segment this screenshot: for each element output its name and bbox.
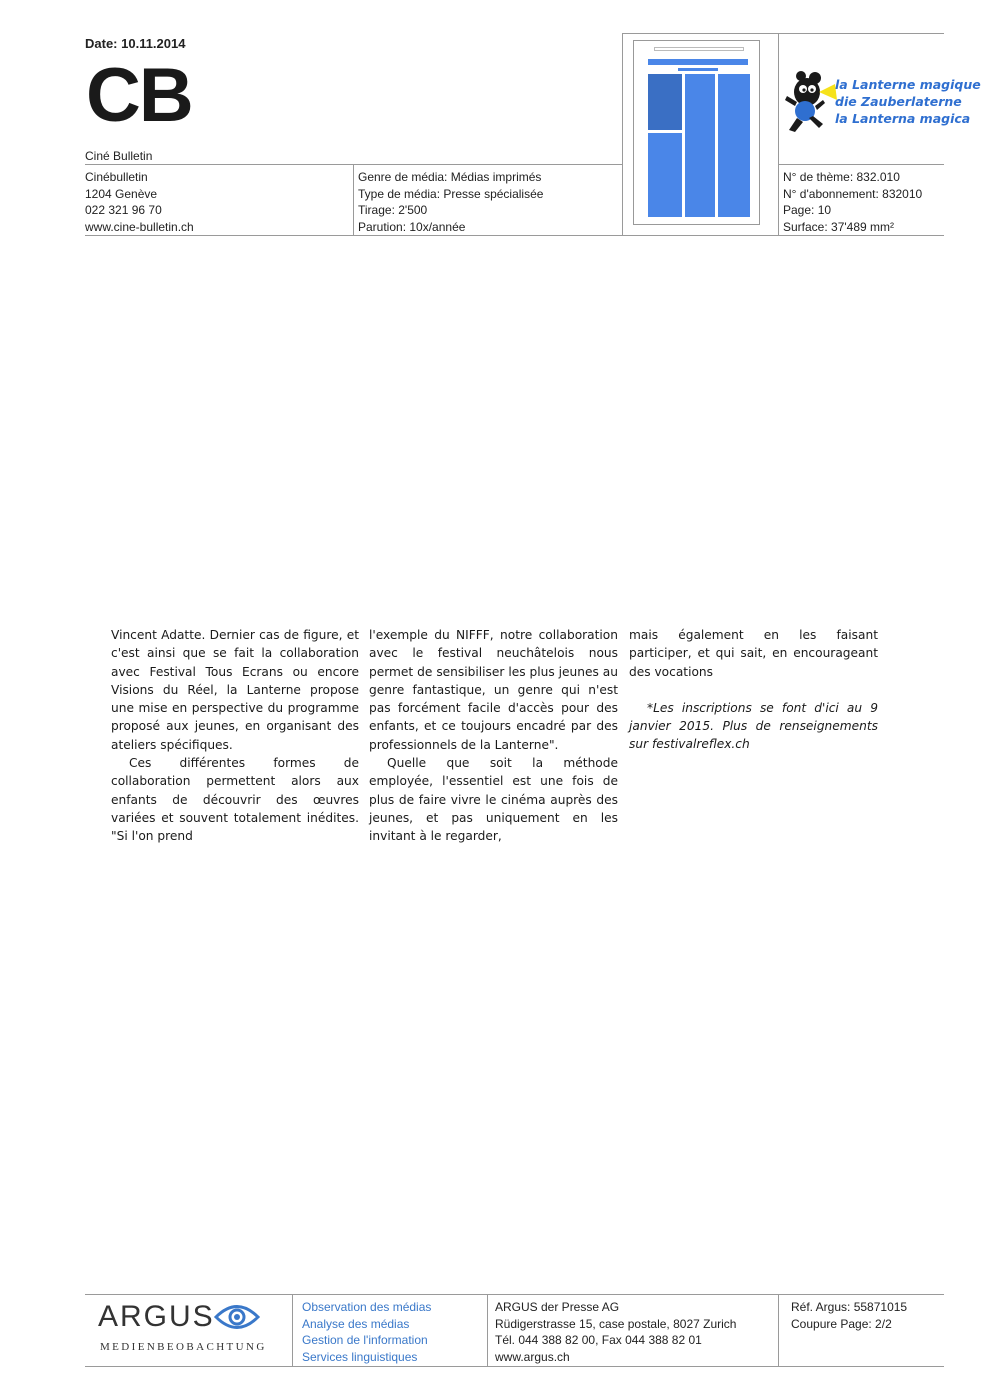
header-divider-2 (622, 33, 623, 235)
media-genre: Genre de média: Médias imprimés (358, 170, 542, 184)
service-item[interactable]: Analyse des médias (302, 1316, 410, 1331)
publisher-city: 1204 Genève (85, 186, 158, 201)
subscription-number: N° d'abonnement: 832010 (783, 186, 923, 201)
publisher-phone: 022 321 96 70 (85, 203, 162, 217)
thumbnail-col-a (648, 133, 682, 217)
thumbnail-header (654, 47, 744, 51)
publisher-info (85, 169, 194, 235)
publisher-name: Cinébulletin (85, 170, 148, 184)
argus-reference (791, 1299, 907, 1332)
header-mid-rule-right (778, 164, 944, 165)
article-paragraph: Quelle que soit la méthode employée, l'essentiel est une fois de plus de faire vivre le cinéma auprès des jeunes, et pas uniquement en les invitant à le regarder, (369, 756, 618, 844)
article-paragraph: Vincent Adatte. Dernier cas de figure, et c'est ainsi que se fait la collaboration avec Festival Tous Ecrans ou encore Visions du Réel, la Lanterne propose une mise en perspective du programme proposé aux jeunes, en organisant des ateliers spécifiques. (111, 628, 359, 752)
publisher-website[interactable]: www.cine-bulletin.ch (85, 219, 194, 234)
footer-bottom-rule (85, 1366, 944, 1367)
article-paragraph: Ces différentes formes de collaboration permettent alors aux enfants de découvrir des œuvres variées et souvent totalement inédites. "Si l'on prend (111, 756, 359, 844)
footer-divider-3 (778, 1294, 779, 1366)
article-column-1 (111, 626, 359, 846)
article-column-3 (629, 626, 878, 754)
thumbnail-col-b (685, 74, 715, 217)
publication-logo: CB (86, 53, 192, 138)
article-paragraph: l'exemple du NIFFF, notre collaboration avec le festival neuchâtelois nous permet de sensibiliser les plus jeunes au genre fantastique, un genre qui n'est pas forcément facile d'accès pour des enfants, et ce toujours encadré par des professionnels de la Lanterne". (369, 628, 618, 752)
company-street: Rüdigerstrasse 15, case postale, 8027 Zurich (495, 1316, 737, 1331)
service-item[interactable]: Observation des médias (302, 1300, 432, 1314)
argus-services (302, 1299, 431, 1365)
service-item[interactable]: Services linguistiques (302, 1349, 418, 1364)
media-parution: Parution: 10x/année (358, 219, 466, 234)
company-phone: Tél. 044 388 82 00, Fax 044 388 82 01 (495, 1333, 702, 1348)
header-bottom-rule (85, 235, 944, 236)
reference-info (783, 169, 922, 235)
clipping-page: Coupure Page: 2/2 (791, 1316, 892, 1331)
footer-divider-2 (487, 1294, 488, 1366)
eye-icon (214, 1302, 260, 1332)
media-type: Type de média: Presse spécialisée (358, 186, 544, 201)
header-top-rule (622, 33, 944, 34)
header-divider-1 (353, 164, 354, 235)
article-paragraph: mais également en les faisant participer, et qui sait, en encourageant des vocations (629, 628, 878, 679)
thumbnail-banner (648, 59, 748, 65)
media-info (358, 169, 543, 235)
publication-name: Ciné Bulletin (85, 149, 153, 163)
article-column-2 (369, 626, 618, 846)
lanterne-line-it: la Lanterna magica (835, 111, 971, 126)
argus-address (495, 1299, 736, 1365)
lanterne-logo-text (835, 76, 981, 127)
surface-area: Surface: 37'489 mm² (783, 219, 895, 234)
media-tirage: Tirage: 2'500 (358, 203, 428, 217)
footer-top-rule (85, 1294, 944, 1295)
footer-divider-1 (292, 1294, 293, 1366)
lanterne-line-de: die Zauberlaterne (835, 94, 962, 109)
article-footnote: *Les inscriptions se font d'ici au 9 janvier 2015. Plus de renseignements sur festivalreflex.ch (629, 700, 878, 752)
argus-ref-number: Réf. Argus: 55871015 (791, 1300, 908, 1314)
page-number: Page: 10 (783, 203, 832, 217)
argus-logo-subtitle: MEDIENBEOBACHTUNG (100, 1341, 267, 1353)
thumbnail-page (633, 40, 760, 225)
clip-date: Date: 10.11.2014 (85, 36, 186, 51)
company-website[interactable]: www.argus.ch (495, 1349, 570, 1364)
lanterne-line-fr: la Lanterne magique (835, 77, 981, 92)
thumbnail-col-c (718, 74, 750, 217)
theme-number: N° de thème: 832.010 (783, 170, 900, 184)
service-item[interactable]: Gestion de l'information (302, 1333, 428, 1348)
thumbnail-subbanner (678, 68, 718, 71)
company-name: ARGUS der Presse AG (495, 1300, 620, 1314)
argus-logo-word: ARGUS (98, 1300, 215, 1333)
page-thumbnail[interactable] (628, 37, 766, 230)
thumbnail-photo (648, 74, 682, 130)
